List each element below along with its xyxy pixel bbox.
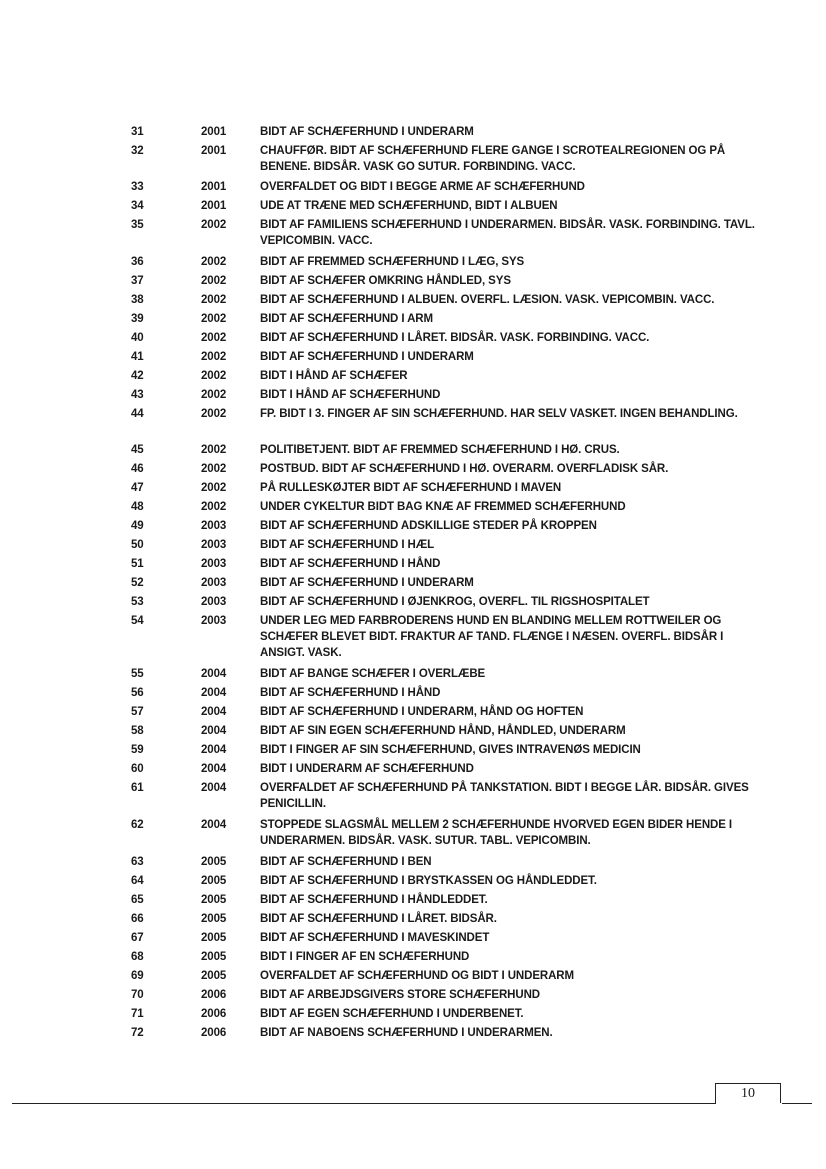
- entry-number: 61: [131, 782, 144, 794]
- entry-year: 2003: [201, 596, 227, 608]
- entry-description: BIDT AF NABOENS SCHÆFERHUND I UNDERARMEN.: [260, 1027, 553, 1039]
- entry-row: [0, 480, 826, 496]
- entry-row: [0, 217, 826, 249]
- entry-number: 31: [131, 126, 144, 138]
- entry-year: 2001: [201, 200, 227, 212]
- entry-year: 2003: [201, 539, 227, 551]
- entry-number: 68: [131, 951, 144, 963]
- entry-description: BIDT AF FAMILIENS SCHÆFERHUND I UNDERARMEN. BIDSÅR. VASK. FORBINDING. TAVL. VEPICOMBIN. VACC.: [260, 219, 755, 247]
- entry-year: 2005: [201, 913, 227, 925]
- entry-row: [0, 761, 826, 777]
- entry-year: 2004: [201, 668, 227, 680]
- entry-number: 47: [131, 482, 144, 494]
- entry-description: POSTBUD. BIDT AF SCHÆFERHUND I HØ. OVERARM. OVERFLADISK SÅR.: [260, 463, 669, 475]
- entry-row: [0, 987, 826, 1003]
- entry-description: OVERFALDET OG BIDT I BEGGE ARME AF SCHÆFERHUND: [260, 181, 585, 193]
- entry-number: 60: [131, 763, 144, 775]
- entry-number: 64: [131, 875, 144, 887]
- entry-year: 2003: [201, 615, 227, 627]
- entry-description: BIDT AF SCHÆFERHUND I UNDERARM: [260, 126, 474, 138]
- entry-description: BIDT AF BANGE SCHÆFER I OVERLÆBE: [260, 668, 486, 680]
- entry-number: 42: [131, 370, 144, 382]
- entry-number: 63: [131, 856, 144, 868]
- entry-description: BIDT I FINGER AF EN SCHÆFERHUND: [260, 951, 470, 963]
- entry-year: 2005: [201, 951, 227, 963]
- entry-description: BIDT AF SCHÆFERHUND I BRYSTKASSEN OG HÅNDLEDDET.: [260, 875, 597, 887]
- entry-year: 2002: [201, 351, 227, 363]
- entry-number: 69: [131, 970, 144, 982]
- entry-year: 2002: [201, 482, 227, 494]
- entry-description: BIDT AF SCHÆFERHUND I MAVESKINDET: [260, 932, 490, 944]
- entry-description: BIDT AF SCHÆFERHUND I UNDERARM: [260, 351, 474, 363]
- entry-number: 45: [131, 444, 144, 456]
- entry-description: UDE AT TRÆNE MED SCHÆFERHUND, BIDT I ALBUEN: [260, 200, 558, 212]
- entry-number: 51: [131, 558, 144, 570]
- entry-description: BIDT AF SIN EGEN SCHÆFERHUND HÅND, HÅNDLED, UNDERARM: [260, 725, 626, 737]
- entry-description: BIDT I FINGER AF SIN SCHÆFERHUND, GIVES INTRAVENØS MEDICIN: [260, 744, 641, 756]
- entry-description: BIDT I HÅND AF SCHÆFER: [260, 370, 408, 382]
- entry-year: 2003: [201, 558, 227, 570]
- entry-row: [0, 873, 826, 889]
- entry-row: [0, 911, 826, 927]
- entry-row: [0, 273, 826, 289]
- entry-description: BIDT AF FREMMED SCHÆFERHUND I LÆG, SYS: [260, 256, 525, 268]
- entry-row: [0, 311, 826, 327]
- entry-number: 37: [131, 275, 144, 287]
- entry-year: 2002: [201, 313, 227, 325]
- entry-row: [0, 124, 826, 140]
- entry-row: [0, 1025, 826, 1041]
- entry-number: 48: [131, 501, 144, 513]
- entry-row: [0, 442, 826, 458]
- entry-row: [0, 930, 826, 946]
- entry-year: 2004: [201, 725, 227, 737]
- entry-row: [0, 292, 826, 308]
- page-number: 10: [715, 1083, 781, 1103]
- entries-table: [0, 124, 826, 1041]
- entry-year: 2002: [201, 275, 227, 287]
- entry-number: 72: [131, 1027, 144, 1039]
- entry-row: [0, 198, 826, 214]
- entry-year: 2006: [201, 989, 227, 1001]
- entry-description: BIDT AF SCHÆFERHUND I ARM: [260, 313, 433, 325]
- entry-number: 57: [131, 706, 144, 718]
- entry-number: 65: [131, 894, 144, 906]
- entry-description: BIDT AF SCHÆFER OMKRING HÅNDLED, SYS: [260, 275, 511, 287]
- entry-row: [0, 1006, 826, 1022]
- entry-year: 2002: [201, 219, 227, 231]
- entry-row: [0, 143, 826, 175]
- entry-description: BIDT AF SCHÆFERHUND I UNDERARM, HÅND OG HOFTEN: [260, 706, 584, 718]
- entry-number: 49: [131, 520, 144, 532]
- entry-number: 39: [131, 313, 144, 325]
- entry-number: 33: [131, 181, 144, 193]
- entry-row: [0, 537, 826, 553]
- entry-description: PÅ RULLESKØJTER BIDT AF SCHÆFERHUND I MAVEN: [260, 482, 562, 494]
- entry-year: 2002: [201, 408, 227, 420]
- entry-number: 59: [131, 744, 144, 756]
- entry-description: BIDT AF SCHÆFERHUND I HÅNDLEDDET.: [260, 894, 488, 906]
- entry-year: 2003: [201, 577, 227, 589]
- entry-description: BIDT AF SCHÆFERHUND I ALBUEN. OVERFL. LÆSION. VASK. VEPICOMBIN. VACC.: [260, 294, 715, 306]
- entry-description: BIDT AF SCHÆFERHUND I UNDERARM: [260, 577, 474, 589]
- entry-year: 2005: [201, 894, 227, 906]
- entry-number: 66: [131, 913, 144, 925]
- entry-number: 52: [131, 577, 144, 589]
- entry-row: [0, 704, 826, 720]
- entry-description: UNDER LEG MED FARBRODERENS HUND EN BLANDING MELLEM ROTTWEILER OG SCHÆFER BLEVET BIDT. FRAKTUR AF TAND. FLÆNGE I NÆSEN. OVERFL. BIDSÅR I ANSIGT. VASK.: [260, 615, 724, 659]
- entry-year: 2002: [201, 389, 227, 401]
- entry-number: 54: [131, 615, 144, 627]
- entry-number: 55: [131, 668, 144, 680]
- entry-description: BIDT I HÅND AF SCHÆFERHUND: [260, 389, 441, 401]
- entry-year: 2004: [201, 819, 227, 831]
- entry-number: 71: [131, 1008, 144, 1020]
- entry-year: 2001: [201, 181, 227, 193]
- entry-row: [0, 949, 826, 965]
- entry-number: 35: [131, 219, 144, 231]
- footer-rule-right: [782, 1103, 812, 1104]
- entry-row: [0, 499, 826, 515]
- entry-row: [0, 406, 826, 422]
- entry-description: BIDT AF SCHÆFERHUND I HÅND: [260, 687, 441, 699]
- entry-year: 2005: [201, 856, 227, 868]
- entry-year: 2002: [201, 501, 227, 513]
- entry-row: [0, 368, 826, 384]
- entry-description: STOPPEDE SLAGSMÅL MELLEM 2 SCHÆFERHUNDE HVORVED EGEN BIDER HENDE I UNDERARMEN. BIDSÅR. VASK. SUTUR. TABL. VEPICOMBIN.: [260, 819, 732, 847]
- entry-year: 2001: [201, 145, 227, 157]
- entry-year: 2005: [201, 932, 227, 944]
- entry-row: [0, 387, 826, 403]
- entry-row: [0, 968, 826, 984]
- entry-row: [0, 556, 826, 572]
- entry-row: [0, 461, 826, 477]
- entry-number: 58: [131, 725, 144, 737]
- entry-year: 2002: [201, 294, 227, 306]
- entry-description: BIDT AF SCHÆFERHUND I LÅRET. BIDSÅR.: [260, 913, 497, 925]
- entry-row: [0, 518, 826, 534]
- entry-year: 2004: [201, 744, 227, 756]
- entry-year: 2006: [201, 1008, 227, 1020]
- entry-row: [0, 780, 826, 812]
- entry-row: [0, 666, 826, 682]
- entry-year: 2004: [201, 706, 227, 718]
- entry-number: 38: [131, 294, 144, 306]
- entry-description: BIDT AF EGEN SCHÆFERHUND I UNDERBENET.: [260, 1008, 524, 1020]
- entry-number: 34: [131, 200, 144, 212]
- entry-description: BIDT AF SCHÆFERHUND I LÅRET. BIDSÅR. VASK. FORBINDING. VACC.: [260, 332, 650, 344]
- entry-description: CHAUFFØR. BIDT AF SCHÆFERHUND FLERE GANGE I SCROTEALREGIONEN OG PÅ BENENE. BIDSÅR. VASK GO SUTUR. FORBINDING. VACC.: [260, 145, 726, 173]
- entry-year: 2006: [201, 1027, 227, 1039]
- entry-number: 70: [131, 989, 144, 1001]
- entry-row: [0, 349, 826, 365]
- entry-year: 2004: [201, 763, 227, 775]
- entry-row: [0, 723, 826, 739]
- entry-row: [0, 179, 826, 195]
- entry-description: BIDT AF SCHÆFERHUND I HÆL: [260, 539, 435, 551]
- entry-number: 44: [131, 408, 144, 420]
- entry-row: [0, 613, 826, 661]
- footer-rule: [12, 1103, 716, 1104]
- entry-description: OVERFALDET AF SCHÆFERHUND PÅ TANKSTATION. BIDT I BEGGE LÅR. BIDSÅR. GIVES PENICILLIN.: [260, 782, 749, 810]
- entry-row: [0, 254, 826, 270]
- entry-description: BIDT AF SCHÆFERHUND I HÅND: [260, 558, 441, 570]
- entry-row: [0, 892, 826, 908]
- entry-year: 2002: [201, 256, 227, 268]
- entry-number: 36: [131, 256, 144, 268]
- entry-year: 2002: [201, 444, 227, 456]
- entry-number: 41: [131, 351, 144, 363]
- entry-description: BIDT AF SCHÆFERHUND I ØJENKROG, OVERFL. TIL RIGSHOSPITALET: [260, 596, 650, 608]
- entry-number: 53: [131, 596, 144, 608]
- entry-year: 2002: [201, 463, 227, 475]
- entry-row: [0, 854, 826, 870]
- entry-number: 43: [131, 389, 144, 401]
- entry-row: [0, 742, 826, 758]
- entry-description: OVERFALDET AF SCHÆFERHUND OG BIDT I UNDERARM: [260, 970, 574, 982]
- entry-year: 2002: [201, 370, 227, 382]
- entry-description: POLITIBETJENT. BIDT AF FREMMED SCHÆFERHUND I HØ. CRUS.: [260, 444, 620, 456]
- entry-year: 2005: [201, 970, 227, 982]
- entry-year: 2001: [201, 126, 227, 138]
- entry-number: 62: [131, 819, 144, 831]
- entry-description: BIDT AF ARBEJDSGIVERS STORE SCHÆFERHUND: [260, 989, 541, 1001]
- entry-number: 32: [131, 145, 144, 157]
- entry-description: BIDT AF SCHÆFERHUND ADSKILLIGE STEDER PÅ KROPPEN: [260, 520, 597, 532]
- entry-year: 2003: [201, 520, 227, 532]
- entry-row: [0, 575, 826, 591]
- entry-description: FP. BIDT I 3. FINGER AF SIN SCHÆFERHUND. HAR SELV VASKET. INGEN BEHANDLING.: [260, 408, 738, 420]
- entry-year: 2002: [201, 332, 227, 344]
- entry-row: [0, 330, 826, 346]
- entry-year: 2004: [201, 782, 227, 794]
- entry-number: 67: [131, 932, 144, 944]
- entry-number: 50: [131, 539, 144, 551]
- entry-number: 56: [131, 687, 144, 699]
- entry-row: [0, 594, 826, 610]
- entry-year: 2005: [201, 875, 227, 887]
- entry-number: 40: [131, 332, 144, 344]
- entry-number: 46: [131, 463, 144, 475]
- entry-year: 2004: [201, 687, 227, 699]
- entry-row: [0, 817, 826, 849]
- entry-row: [0, 685, 826, 701]
- entry-description: BIDT AF SCHÆFERHUND I BEN: [260, 856, 432, 868]
- entry-description: UNDER CYKELTUR BIDT BAG KNÆ AF FREMMED SCHÆFERHUND: [260, 501, 626, 513]
- entry-description: BIDT I UNDERARM AF SCHÆFERHUND: [260, 763, 474, 775]
